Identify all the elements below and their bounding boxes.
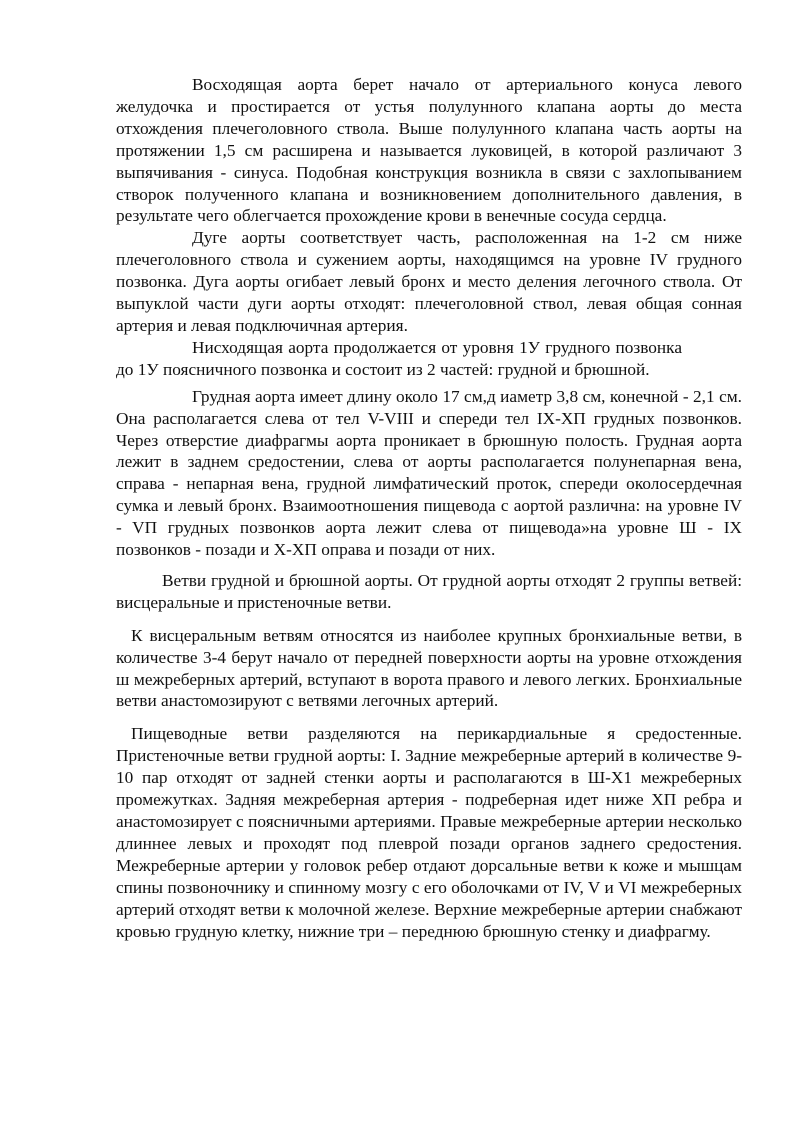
document-body: [116, 74, 742, 942]
paragraph-thoracic-aorta: Грудная аорта имеет длину около 17 см,д иаметр 3,8 см, конечной - 2,1 см. Она располагается слева от тел V-VIII и спереди тел IX-ХП грудных позвонков. Через отверстие диафрагмы аорта проникает в брюшную полость. Грудная аорта лежит в заднем средостении, слева от аорты располагается полунепарная вена, справа - непарная вена, грудной лимфатический проток, спереди околосердечная сумка и левый бронх. Взаимоотношения пищевода с аортой различна: на уровне IV - VП грудных позвонков аорта лежит слева от пищевода»на уровне Ш - IX позвонков - позади и Х-ХП оправа и позади от них.: [116, 386, 742, 560]
paragraph-esophageal-branches: Пищеводные ветви разделяются на перикардиальные я средостенные. Пристеночные ветви грудной аорты: I. Задние межреберные артерий в количестве 9-10 пар отходят от задней стенки аорты и располагаются в Ш-Х1 межреберных промежутках. Задняя межреберная артерия - подреберная идет ниже ХП ребра и анастомозирует с поясничными артериями. Правые межреберные артерии несколько длиннее левых и проходят под плеврой позади органов заднего средостения. Межреберные артерии у головок ребер отдают дорсальные ветви к коже и мышцам спины позвоночнику и спинному мозгу с его оболочками от IV, V и VI межреберных артерий отходят ветви к молочной железе. Верхние межреберные артерии снабжают кровью грудную клетку, нижние три – переднюю брюшную стенку и диафрагму.: [116, 724, 742, 941]
paragraph-descending-aorta: Нисходящая аорта продолжается от уровня 1У грудного позвонка до 1У поясничного позвонка и состоит из 2 частей: грудной и брюшной.: [116, 337, 682, 379]
paragraph-aortic-arch: Дуге аорты соответствует часть, расположенная на 1-2 см ниже плечеголовного ствола и сужением аорты, находящимся на уровне IV грудного позвонка. Дуга аорты огибает левый бронх и место деления легочного ствола. От выпуклой части дуги аорты отходят: плечеголовной ствол, левая общая сонная артерия и левая подключичная артерия.: [116, 228, 742, 335]
paragraph-ascending-aorta: Восходящая аорта берет начало от артериального конуса левого желудочка и простирается от устья полулунного клапана аорты до места отхождения плечеголовного ствола. Выше полулунного клапана часть аорты на протяжении 1,5 см расширена и называется луковицей, в которой различают 3 выпячивания - синуса. Подобная конструкция возникла в связи с захлопыванием створок полученного клапана и возникновением дополнительного давления, в результате чего облегчается прохождение крови в венечные сосуда сердца.: [116, 75, 742, 226]
paragraph-visceral-branches: К висцеральным ветвям относятся из наиболее крупных бронхиальные ветви, в количестве 3-4 берут начало от передней поверхности аорты на уровне отхождения ш межреберных артерий, вступают в ворота правого и левого легких. Бронхиальные ветви анастомозируют с ветвями легочных артерий.: [116, 625, 742, 711]
paragraph-aorta-branches: Ветви грудной и брюшной аорты. От грудной аорты отходят 2 группы ветвей: висцеральные и пристеночные ветви.: [116, 570, 742, 612]
